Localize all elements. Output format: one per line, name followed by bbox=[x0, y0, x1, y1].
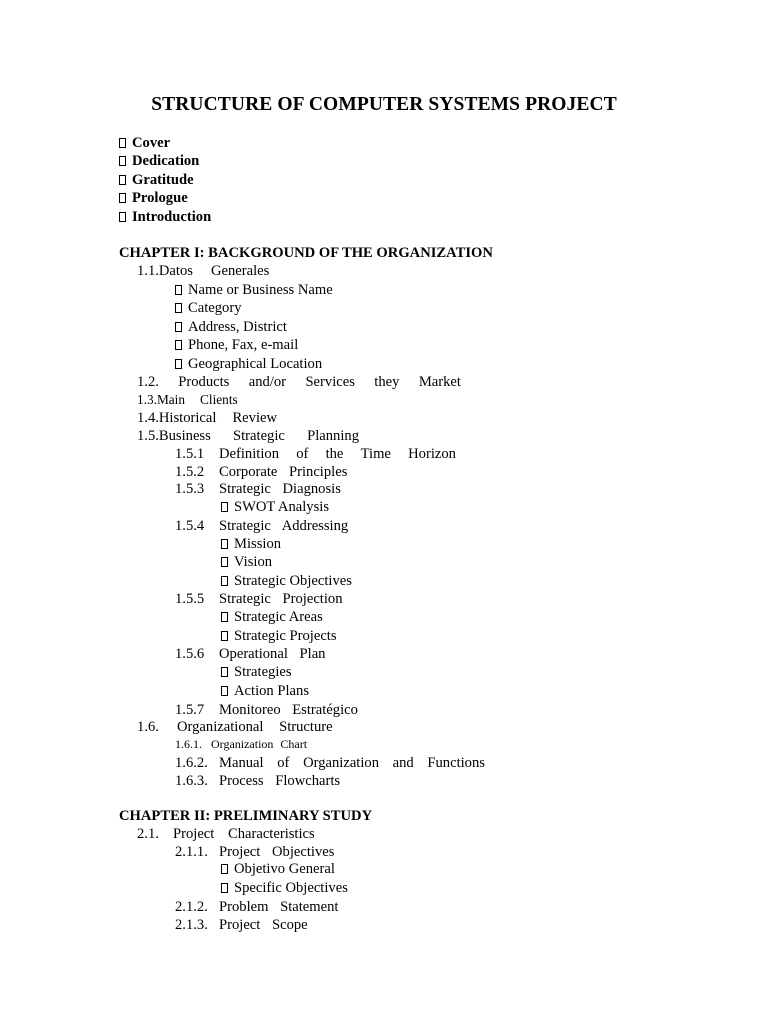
section-label bbox=[219, 445, 456, 463]
section-label: Monitoreo Estratégico bbox=[219, 702, 358, 718]
item-label: Introduction bbox=[132, 209, 212, 225]
checkbox-bullet-icon bbox=[221, 686, 228, 696]
list-item bbox=[221, 572, 352, 590]
checkbox-bullet-icon bbox=[175, 322, 182, 332]
checkbox-bullet-icon bbox=[119, 212, 126, 222]
list-item bbox=[221, 627, 337, 645]
word: and bbox=[392, 755, 414, 771]
section-label: Project Objectives bbox=[219, 844, 335, 860]
checkbox-bullet-icon bbox=[119, 156, 126, 166]
word: they bbox=[374, 374, 400, 390]
list-item bbox=[221, 663, 292, 681]
section-number: 1.4.Historical bbox=[137, 410, 217, 426]
section-number: 1.5.5 bbox=[175, 591, 205, 607]
checkbox-bullet-icon bbox=[221, 612, 228, 622]
section-1-6-2 bbox=[175, 754, 485, 772]
front-matter-item bbox=[119, 189, 188, 207]
item-label: Category bbox=[188, 300, 242, 316]
word: Products bbox=[178, 374, 230, 390]
section-label: Problem Statement bbox=[219, 899, 339, 915]
section-label: Corporate Principles bbox=[219, 464, 348, 480]
section-label: Operational Plan bbox=[219, 646, 326, 662]
section-label: Organization Chart bbox=[211, 737, 308, 751]
section-1-5-6 bbox=[175, 645, 325, 663]
item-label: Specific Objectives bbox=[234, 880, 348, 896]
section-number: 1.5.3 bbox=[175, 481, 205, 497]
item-label: SWOT Analysis bbox=[234, 499, 330, 515]
section-number: 2.1. bbox=[137, 826, 159, 842]
word: and/or bbox=[248, 374, 287, 390]
word: Market bbox=[418, 374, 461, 390]
section-number: 1.5.6 bbox=[175, 646, 205, 662]
section-label: Process Flowcharts bbox=[219, 773, 341, 789]
list-item bbox=[175, 281, 333, 299]
section-1-1 bbox=[137, 262, 269, 280]
item-label: Name or Business Name bbox=[188, 282, 333, 298]
section-1-5-5 bbox=[175, 590, 343, 608]
item-label: Prologue bbox=[132, 190, 188, 206]
section-number: 1.6. bbox=[137, 719, 159, 735]
list-item bbox=[175, 336, 298, 354]
checkbox-bullet-icon bbox=[221, 539, 228, 549]
item-label: Mission bbox=[234, 536, 282, 552]
checkbox-bullet-icon bbox=[119, 138, 126, 148]
item-label: Action Plans bbox=[234, 683, 309, 699]
list-item bbox=[175, 318, 287, 336]
word: Time bbox=[360, 446, 391, 462]
checkbox-bullet-icon bbox=[221, 502, 228, 512]
list-item bbox=[221, 553, 272, 571]
list-item bbox=[221, 682, 309, 700]
word: of bbox=[296, 446, 309, 462]
section-1-5-2 bbox=[175, 463, 347, 481]
front-matter-item bbox=[119, 208, 211, 226]
word: Functions bbox=[427, 755, 485, 771]
section-number: 1.1.Datos bbox=[137, 263, 193, 279]
word: of bbox=[277, 755, 290, 771]
section-number: 1.6.3. bbox=[175, 773, 208, 789]
word: 1.5.Business bbox=[137, 428, 211, 444]
document-title: STRUCTURE OF COMPUTER SYSTEMS PROJECT bbox=[151, 94, 617, 115]
checkbox-bullet-icon bbox=[221, 631, 228, 641]
section-1-2 bbox=[137, 373, 461, 391]
section-label: Organizational Structure bbox=[177, 719, 333, 735]
section-1-6 bbox=[137, 718, 333, 736]
word: Horizon bbox=[408, 446, 456, 462]
section-1-6-1 bbox=[175, 735, 307, 753]
section-number: 2.1.1. bbox=[175, 844, 208, 860]
checkbox-bullet-icon bbox=[221, 667, 228, 677]
section-1-6-3 bbox=[175, 772, 340, 790]
section-1-4 bbox=[137, 409, 277, 427]
list-item bbox=[175, 299, 242, 317]
section-label: Project Characteristics bbox=[173, 826, 315, 842]
list-item bbox=[221, 879, 348, 897]
section-number: 1.6.1. bbox=[175, 737, 202, 751]
word: Organization bbox=[303, 755, 379, 771]
section-label: Project Scope bbox=[219, 917, 308, 933]
checkbox-bullet-icon bbox=[221, 883, 228, 893]
list-item bbox=[221, 860, 335, 878]
word: Services bbox=[305, 374, 355, 390]
section-1-5-3 bbox=[175, 480, 341, 498]
section-label: Strategic Addressing bbox=[219, 518, 349, 534]
section-1-5 bbox=[137, 427, 359, 445]
section-2-1-1 bbox=[175, 843, 334, 861]
item-label: Vision bbox=[234, 554, 273, 570]
item-label: Strategic Areas bbox=[234, 609, 323, 625]
item-label: Gratitude bbox=[132, 172, 194, 188]
section-1-5-1 bbox=[175, 445, 456, 463]
item-label: Address, District bbox=[188, 319, 287, 335]
checkbox-bullet-icon bbox=[119, 175, 126, 185]
section-number: 2.1.3. bbox=[175, 917, 208, 933]
checkbox-bullet-icon bbox=[221, 557, 228, 567]
section-number: 1.5.7 bbox=[175, 702, 205, 718]
word: Definition bbox=[219, 446, 279, 462]
chapter-heading: CHAPTER I: BACKGROUND OF THE ORGANIZATION bbox=[119, 245, 493, 261]
section-label: Clients bbox=[200, 392, 238, 407]
word: the bbox=[325, 446, 344, 462]
section-2-1-2 bbox=[175, 898, 338, 916]
checkbox-bullet-icon bbox=[221, 576, 228, 586]
checkbox-bullet-icon bbox=[221, 864, 228, 874]
word: 1.2. bbox=[137, 374, 159, 390]
list-item bbox=[221, 535, 281, 553]
checkbox-bullet-icon bbox=[175, 340, 182, 350]
checkbox-bullet-icon bbox=[119, 193, 126, 203]
section-number: 1.5.2 bbox=[175, 464, 205, 480]
section-label bbox=[219, 754, 485, 772]
front-matter-item bbox=[119, 152, 199, 170]
item-label: Strategies bbox=[234, 664, 292, 680]
section-label: Generales bbox=[210, 263, 270, 279]
item-label: Dedication bbox=[132, 153, 200, 169]
section-label: Strategic Projection bbox=[219, 591, 343, 607]
section-number: 2.1.2. bbox=[175, 899, 208, 915]
section-1-5-4 bbox=[175, 517, 348, 535]
section-number: 1.5.1 bbox=[175, 446, 205, 462]
item-label: Objetivo General bbox=[234, 861, 335, 877]
word: Planning bbox=[307, 428, 359, 444]
list-item bbox=[175, 355, 322, 373]
section-number: 1.6.2. bbox=[175, 755, 208, 771]
section-1-3 bbox=[137, 391, 238, 409]
word: Strategic bbox=[233, 428, 285, 444]
section-number: 1.5.4 bbox=[175, 518, 205, 534]
item-label: Strategic Projects bbox=[234, 628, 337, 644]
item-label: Geographical Location bbox=[188, 356, 323, 372]
item-label: Phone, Fax, e-mail bbox=[188, 337, 299, 353]
checkbox-bullet-icon bbox=[175, 359, 182, 369]
section-label: Review bbox=[232, 410, 278, 426]
list-item bbox=[221, 498, 329, 516]
checkbox-bullet-icon bbox=[175, 303, 182, 313]
section-label: Strategic Diagnosis bbox=[219, 481, 341, 497]
front-matter-item bbox=[119, 171, 194, 189]
section-2-1-3 bbox=[175, 916, 308, 934]
front-matter-item bbox=[119, 134, 170, 152]
word: Manual bbox=[219, 755, 264, 771]
section-number: 1.3.Main bbox=[137, 392, 186, 407]
checkbox-bullet-icon bbox=[175, 285, 182, 295]
section-1-5-7 bbox=[175, 701, 358, 719]
list-item bbox=[221, 608, 323, 626]
item-label: Strategic Objectives bbox=[234, 573, 352, 589]
chapter-heading: CHAPTER II: PRELIMINARY STUDY bbox=[119, 808, 373, 824]
item-label: Cover bbox=[132, 135, 171, 151]
section-2-1 bbox=[137, 825, 315, 843]
